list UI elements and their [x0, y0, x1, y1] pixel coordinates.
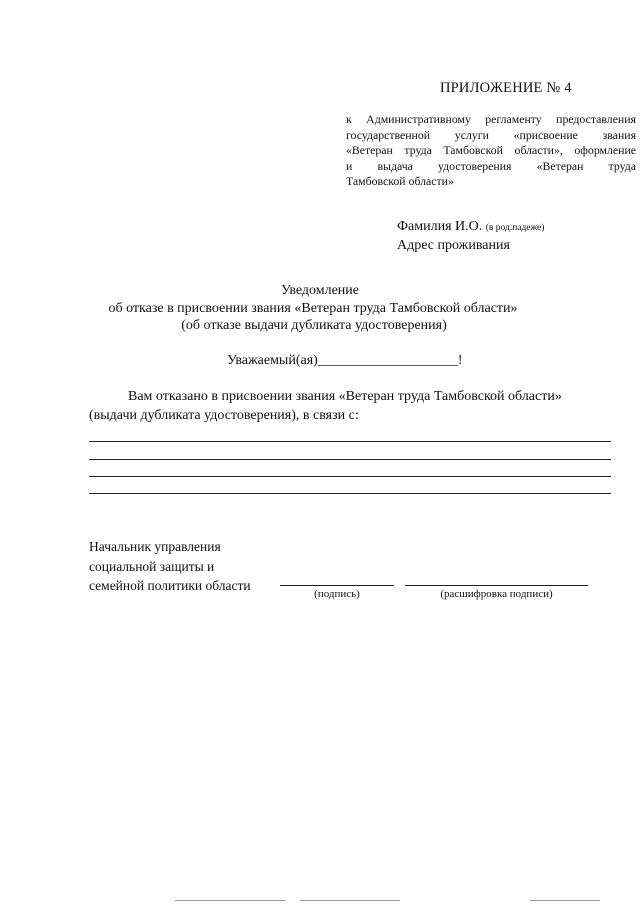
- body-text: [89, 387, 614, 425]
- signer-line: социальной защиты и: [89, 558, 215, 574]
- document-subtitle: об отказе в присвоении звания «Ветеран труда Тамбовской области»: [108, 301, 518, 316]
- document-title: Уведомление: [280, 283, 359, 298]
- addressee-case-note: (в род.падеже): [485, 223, 545, 233]
- reason-line[interactable]: [89, 493, 611, 494]
- signer-line: семейной политики области: [89, 578, 251, 593]
- salutation-blank[interactable]: ____________________: [317, 353, 458, 368]
- regulation-line: к Административному регламенту предоставления: [346, 112, 636, 126]
- regulation-line: Тамбовской области»: [346, 174, 454, 189]
- scan-artifact: [300, 900, 400, 901]
- reason-line[interactable]: [89, 459, 611, 460]
- regulation-line: государственной услуги «присвоение звания: [346, 127, 636, 142]
- regulation-line: и выдача удостоверения «Ветеран труда: [346, 158, 636, 173]
- body-line: (выдачи дубликата удостоверения), в связи с:: [89, 408, 359, 423]
- signature-decoding-label: (расшифровка подписи): [440, 588, 553, 600]
- appendix-title: ПРИЛОЖЕНИЕ № 4: [440, 80, 572, 96]
- body-line: Вам отказано в присвоении звания «Ветеран труда Тамбовской области»: [128, 389, 562, 404]
- document-subtitle-alt: (об отказе выдачи дубликата удостоверения): [181, 318, 447, 333]
- salutation-text: Уважаемый(ая): [227, 353, 318, 368]
- signature-line[interactable]: [280, 585, 394, 586]
- signature-decoding-line[interactable]: [405, 585, 588, 586]
- addressee-block: [397, 218, 544, 255]
- reason-line[interactable]: [89, 441, 611, 442]
- signature-label: (подпись): [314, 588, 360, 600]
- signer-block: [89, 537, 251, 596]
- regulation-line: «Ветеран труда Тамбовской области», оформление: [346, 143, 636, 158]
- addressee-name: Фамилия И.О.: [397, 219, 483, 234]
- salutation-end: !: [457, 353, 463, 368]
- salutation: [227, 353, 462, 369]
- reason-line[interactable]: [89, 476, 611, 477]
- scan-artifact: [530, 900, 600, 901]
- scan-artifact: [175, 900, 285, 901]
- addressee-address: Адрес проживания: [397, 238, 510, 253]
- regulation-reference: [346, 112, 636, 190]
- signer-line: Начальник управления: [89, 539, 221, 554]
